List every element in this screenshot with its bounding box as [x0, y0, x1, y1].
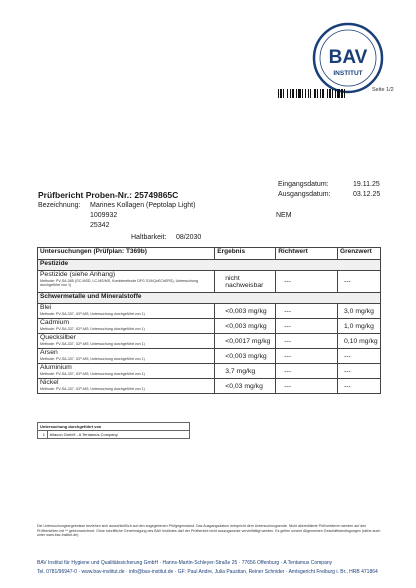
barcode-bar — [327, 89, 328, 98]
result-value: <0,003 mg/kg — [215, 304, 276, 319]
guide-value: --- — [276, 349, 338, 364]
parameter-name: Nickel — [40, 379, 59, 386]
limit-value: --- — [338, 271, 381, 293]
header-result: Ergebnis — [215, 248, 276, 260]
parameter-cell — [38, 319, 215, 334]
output-date-label: Ausgangsdatum: — [278, 191, 331, 198]
barcode-bar — [302, 89, 303, 98]
performers-header: Untersuchung durchgeführt von — [38, 423, 190, 431]
limit-value: 1,0 mg/kg — [338, 319, 381, 334]
parameter-method: Methode: PV-SA-337, ICP-MS; Untersuchung durchgeführt von 1) — [40, 357, 145, 361]
barcode-bar — [335, 89, 336, 98]
description-line1: Marines Kollagen (Peptolap Light) — [90, 202, 196, 209]
barcode-bar — [296, 89, 297, 98]
result-value: <0,003 mg/kg — [215, 319, 276, 334]
footer-contact: Tel. 0781/96947-0 · www.bav-institut.de · info@bav-institut.de · GF: Paul Andre, Julia Paustian, Reiner Schnider · Amtsgericht Freiburg i. Br., HRB 471864 — [37, 569, 378, 575]
header-limit-value: Grenzwert — [338, 248, 381, 260]
parameter-name: Aluminium — [40, 364, 72, 371]
parameter-name: Quecksilber — [40, 334, 76, 341]
guide-value: --- — [276, 379, 338, 394]
parameter-name: Arsen — [40, 349, 58, 356]
shelf-life-value: 08/2030 — [176, 234, 202, 241]
performers-row — [38, 431, 190, 439]
parameter-name: Cadmium — [40, 319, 70, 326]
table-row — [38, 304, 381, 319]
parameter-cell — [38, 334, 215, 349]
barcode-bar — [290, 89, 291, 98]
barcode-bar — [310, 89, 311, 98]
barcode-bar — [292, 89, 294, 98]
guide-value: --- — [276, 364, 338, 379]
received-date-label: Eingangsdatum: — [278, 181, 329, 188]
barcode-bar — [298, 89, 301, 98]
guide-value: --- — [276, 334, 338, 349]
performers-table — [37, 422, 190, 439]
result-value: nicht nachweisbar — [215, 271, 276, 293]
barcode-bar — [332, 89, 333, 98]
section-row — [38, 260, 381, 271]
table-row — [38, 349, 381, 364]
barcode-bar — [305, 89, 306, 98]
barcode-bar — [329, 89, 331, 98]
barcode-bar — [317, 89, 318, 98]
limit-value: 0,10 mg/kg — [338, 334, 381, 349]
bav-logo — [312, 22, 384, 94]
barcode-bar — [314, 89, 316, 98]
limit-value: 3,0 mg/kg — [338, 304, 381, 319]
logo-sub: INSTITUT — [333, 70, 363, 77]
limit-value: --- — [338, 364, 381, 379]
description-line3: 25342 — [90, 222, 110, 229]
description-line2: 1009932 — [90, 212, 118, 219]
parameter-name: Pestizide (siehe Anhang) — [40, 271, 116, 278]
section-title: Schwermetalle und Mineralstoffe — [38, 293, 381, 304]
parameter-cell — [38, 271, 215, 293]
barcode-bar — [280, 89, 282, 98]
table-row — [38, 334, 381, 349]
barcode-bar — [322, 89, 324, 98]
section-row — [38, 293, 381, 304]
barcode-bar — [344, 89, 345, 98]
header-guide-value: Richtwert — [276, 248, 338, 260]
header-tests: Untersuchungen (Prüfplan: T369b) — [38, 248, 215, 260]
parameter-cell — [38, 304, 215, 319]
parameter-name: Blei — [40, 304, 52, 311]
parameter-method: Methode: PV-SA-337, ICP-MS; Untersuchung durchgeführt von 1) — [40, 372, 145, 376]
parameter-method: Methode: PV-SA-337, ICP-MS; Untersuchung durchgeführt von 1) — [40, 327, 145, 331]
barcode-bar — [337, 89, 340, 98]
page-number: Seite 1/2 — [372, 87, 394, 93]
barcode-bar — [341, 89, 343, 98]
guide-value: --- — [276, 304, 338, 319]
parameter-method: Methode: PV-SA-085 (GC-MSD, LC-MS/MS, Kombimethode DFG S19/QuEChERS), Untersuchung durchgeführt von 1) — [40, 279, 198, 288]
results-table — [37, 247, 381, 394]
limit-value: --- — [338, 349, 381, 364]
parameter-cell — [38, 349, 215, 364]
footer-address: BAV Institut für Hygiene und Qualitätssicherung GmbH · Hanns-Martin-Schleyer-Straße 25 · 77656 Offenburg · A Tentamus Company — [37, 560, 333, 566]
barcode-bar — [287, 89, 288, 98]
description-label: Bezeichnung: — [38, 202, 81, 209]
shelf-life-label: Haltbarkeit: — [131, 234, 167, 241]
product-code: NEM — [276, 212, 292, 219]
performer-name: bilacon GmbH - A Tentamus Company — [48, 431, 190, 439]
result-value: <0,03 mg/kg — [215, 379, 276, 394]
barcode — [278, 85, 364, 94]
guide-value: --- — [276, 271, 338, 293]
barcode-bar — [278, 89, 279, 98]
table-row — [38, 271, 381, 293]
parameter-cell — [38, 379, 215, 394]
report-title: Prüfbericht Proben-Nr.: 25749865C — [38, 190, 179, 200]
table-row — [38, 319, 381, 334]
barcode-bar — [320, 89, 321, 98]
performers-header-row — [38, 423, 190, 431]
table-row — [38, 379, 381, 394]
performer-number: 1 — [38, 431, 48, 439]
table-row — [38, 364, 381, 379]
result-value: 3,7 mg/kg — [215, 364, 276, 379]
guide-value: --- — [276, 319, 338, 334]
result-value: <0,003 mg/kg — [215, 349, 276, 364]
parameter-method: Methode: PV-SA-337, ICP-MS; Untersuchung durchgeführt von 1) — [40, 312, 145, 316]
received-date-value: 19.11.25 — [353, 181, 380, 188]
parameter-method: Methode: PV-SA-337, ICP-MS; Untersuchung durchgeführt von 1) — [40, 387, 145, 391]
parameter-method: Methode: PV-SA-337, ICP-MS; Untersuchung durchgeführt von 1) — [40, 342, 145, 346]
limit-value: --- — [338, 379, 381, 394]
logo-name: BAV — [328, 47, 368, 68]
table-header-row — [38, 248, 381, 260]
result-value: <0,0017 mg/kg — [215, 334, 276, 349]
section-title: Pestizide — [38, 260, 381, 271]
disclaimer-footnote: Die Untersuchungsergebnisse beziehen sich ausschließlich auf den angegebenen Prüfgegenstand. Das Ausgangsdatum entspricht dem Untersuchungsende. Nicht akkreditierte Prüfverfahren werden auf den Prüfberichten mit ** gekennzeichnet. Ohne schriftliche Genehmigung des BAV Institutes darf der Prüfbericht nicht auszugsweise vervielfältigt werden. Es gelten unsere Allgemeinen Geschäftsbedingungen (siehe auch unter www.bav-institut.de). — [37, 524, 381, 538]
barcode-bar — [308, 89, 309, 98]
parameter-cell — [38, 364, 215, 379]
barcode-bar — [283, 89, 284, 98]
output-date-value: 03.12.25 — [353, 191, 381, 198]
